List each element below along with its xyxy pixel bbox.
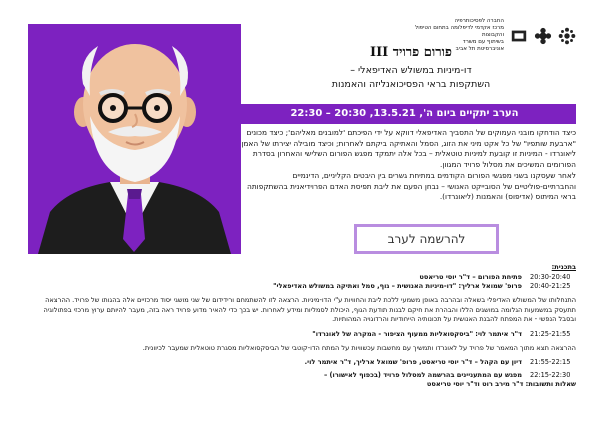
schedule-item: דיון עם הקהל – ד"ר יוסי טריאסט, פרופ' שמואל ארליך, ד"ר איתמר לוי. xyxy=(304,358,522,366)
event-subtitle-line-2: השתקפות בראי הפסיכואנליזה והאמנות xyxy=(331,79,491,90)
schedule-subitem: שאלות ותשובות: ד"ר מירב רוט וד"ר יוסי טריאסט xyxy=(426,380,576,388)
schedule-time: 21:25-21:55 xyxy=(530,329,571,338)
schedule-row xyxy=(28,330,576,339)
register-button-label: להרשמה לערב xyxy=(387,232,466,246)
university-logo-icon xyxy=(510,27,528,45)
schedule-time: 22:15-22:30 xyxy=(530,371,571,379)
schedule-description: ההרצאה תצא מתוך המאמר של פרויד על לאונרדו ותמשיך עם מחשבות עכשוויות על המתח הדו-קוטבי של הביסקסואליות מסגרת טוטאלית שמעבר לכיוונית. xyxy=(142,343,576,352)
description-paragraph-1: כיצד הודחקו מובני העמוקים של התסביך האדיפאלי דווקא על ידי הפיכתם 'למובנים מאליהם'; כיצד מכונים "ארבעת שותפיו" של כל אקט מיני את הזוג, הסמל והאתיקה ביקתם לאחרות; וכיצד מובילה יצירתו של האמן ליאונרדו - המיניות זו קובעת למיניות טוטאלית – בכל אלה יתמקד מפגש הפורום השלישי והאחרון בסדרת הפורומים המשיכים את מסלול פרויד המגוון. xyxy=(241,128,576,169)
schedule-item: פרופ' שמואל ארליך: "דו-מיניות האנושית – גוף, סמל ואתיקה במשולש האדיפאלי" xyxy=(273,282,522,290)
event-subtitle-line-1: דו-מיניות במשולש האדיפאלי – xyxy=(350,65,472,76)
schedule-item: מפגש עם המתעניינים בהרשמה למסלול פרויד (בכפוף לאישורו) – xyxy=(323,371,522,379)
schedule-item: פתיחת הפורום – ד"ר יוסי טריאסט xyxy=(419,273,522,281)
schedule-item: ד"ר איתמר לוי: "ביסקסואליות ממעוף הציפור - המקרה של לאונרדו" xyxy=(312,329,522,338)
organization-logo-icon xyxy=(558,27,576,45)
schedule-heading: בתכנית: xyxy=(551,263,576,271)
schedule-row xyxy=(28,273,576,282)
event-title-block xyxy=(246,44,576,92)
event-schedule xyxy=(28,263,576,389)
flower-logo-icon xyxy=(534,27,552,45)
event-date-banner: הערב יתקיים ביום ה', 13.5.21, 20:30 – 22:30 xyxy=(233,104,576,124)
schedule-row xyxy=(28,282,576,291)
freud-portrait-illustration xyxy=(28,24,241,254)
schedule-row xyxy=(28,371,576,380)
organization-name: החברה לפסיכותרפיה מרכז אקדמי לדיפלומה בתחום הטיפול והקבוצות בשיתוף עם משרד אוניברסיטת תל אביב xyxy=(415,18,504,52)
schedule-description: התנחלותו של המשולש האדיפלי בשאלה ובהרבה באופן משמעי ללכת ליבת והחוויות ע"י הדו-מיניות. הרצאה לזו להשתמחם ורידידום של שני מושגי יסוד מרכזיים אלה בהגותו של פרויד. ההרצאה תתעסק במשמעות הגלומה במושגים הללו והבהרת את חיקם לבנות תודעת הגוף, היכולת לסמליות ומידע לאחרות. יש בכך כדי להאיר מדוע פרויד ראה בזה, מעבר להיותם ערוץ מרכזי בפתולוגיה ובסבל הנפשי - את המפתח להבנת האנושית על תכונותיה הייחודיות והרדוגויה המהותיות. xyxy=(43,296,576,323)
register-button[interactable] xyxy=(354,224,499,254)
schedule-row xyxy=(28,358,576,367)
schedule-time: 20:40-21:25 xyxy=(530,282,571,290)
schedule-time: 20:30-20:40 xyxy=(530,273,571,281)
schedule-time: 21:55-22:15 xyxy=(530,358,571,366)
description-paragraph-2: לאחר שעסקנו בשני מפגשי הפורום הקודמים במתיחת גשרים בין היבטים הקליניים, הדינמיים והחברתיים-פוליטיים של הסובייקט האנושי – נבחן הפעם את ליבת תפיסת האדם הפרוידיאנית בהשתקפותה בראי המיתוס (אדיפוס) והאמנות (ליאונרדו). xyxy=(247,171,576,201)
event-description xyxy=(230,128,576,203)
event-title: פורום פרויד III xyxy=(370,45,452,60)
